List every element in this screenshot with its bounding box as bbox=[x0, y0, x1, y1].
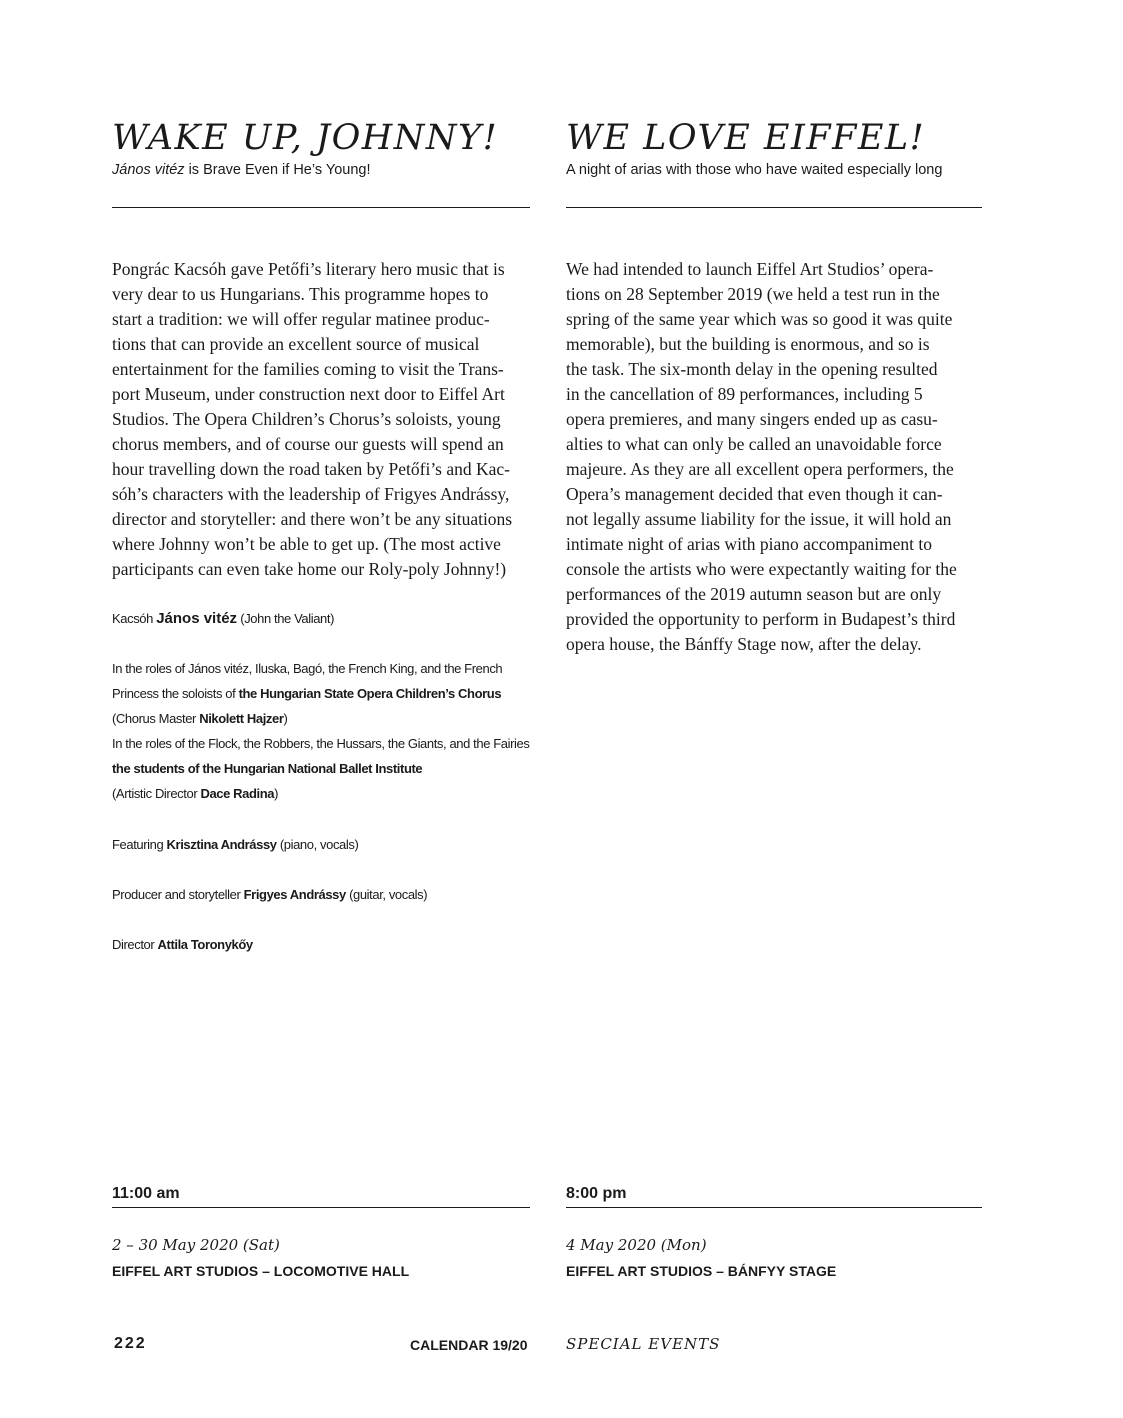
event-date: 2 – 30 May 2020 (Sat) bbox=[112, 1236, 280, 1254]
ensemble-name: the students of the Hungarian National Ballet Institute bbox=[112, 761, 423, 776]
description-line: very dear to us Hungarians. This programme hopes to bbox=[112, 284, 489, 304]
cast-line bbox=[112, 756, 530, 781]
subtitle-italic: János vitéz bbox=[112, 162, 185, 178]
running-title: CALENDAR 19/20 bbox=[410, 1337, 528, 1353]
event-subtitle bbox=[112, 160, 370, 180]
description-line: sóh’s characters with the leadership of Frigyes Andrássy, bbox=[112, 484, 510, 504]
ensemble-name: the Hungarian State Opera Children’s Chorus bbox=[238, 686, 502, 701]
divider bbox=[566, 1207, 982, 1208]
description-line: entertainment for the families coming to visit the Trans- bbox=[112, 359, 504, 379]
description-line: memorable), but the building is enormous, and so is bbox=[566, 334, 930, 354]
description-line: Opera’s management decided that even though it can- bbox=[566, 484, 943, 504]
composer: Kacsóh bbox=[112, 611, 157, 626]
event-subtitle: A night of arias with those who have waited especially long bbox=[566, 162, 943, 178]
event-description bbox=[566, 257, 982, 657]
event-time: 11:00 am bbox=[112, 1185, 180, 1202]
description-line: performances of the 2019 autumn season but are only bbox=[566, 584, 942, 604]
event-title: WE LOVE EIFFEL! bbox=[566, 118, 926, 158]
description-line: in the cancellation of 89 performances, including 5 bbox=[566, 384, 923, 404]
description-line: start a tradition: we will offer regular matinee produc- bbox=[112, 309, 490, 329]
description-line: opera house, the Bánffy Stage now, after the delay. bbox=[566, 634, 922, 654]
description-line: opera premieres, and many singers ended up as casu- bbox=[566, 409, 938, 429]
section-name: SPECIAL EVENTS bbox=[566, 1335, 721, 1353]
featuring-name: Krisztina Andrássy bbox=[166, 837, 277, 852]
event-description bbox=[112, 257, 530, 582]
page-number: 222 bbox=[114, 1335, 147, 1352]
producer-credit: Producer and storyteller Frigyes Andrássy (guitar, vocals) bbox=[112, 887, 428, 902]
director-name: Attila Toronykőy bbox=[157, 937, 253, 952]
chorus-master-name: Nikolett Hajzer bbox=[199, 711, 284, 726]
description-line: console the artists who were expectantly waiting for the bbox=[566, 559, 957, 579]
description-line: director and storyteller: and there won’t be any situations bbox=[112, 509, 513, 529]
description-line: not legally assume liability for the issue, it will hold an bbox=[566, 509, 952, 529]
description-line: the task. The six-month delay in the opening resulted bbox=[566, 359, 938, 379]
artistic-director-name: Dace Radina bbox=[200, 786, 275, 801]
subtitle-rest: is Brave Even if He’s Young! bbox=[184, 162, 371, 178]
cast-line: (Chorus Master Nikolett Hajzer) bbox=[112, 711, 288, 726]
cast-line: In the roles of the Flock, the Robbers, the Hussars, the Giants, and the Fairies bbox=[112, 736, 530, 751]
description-line: spring of the same year which was so good it was quite bbox=[566, 309, 953, 329]
featuring-credit: Featuring Krisztina Andrássy (piano, vocals) bbox=[112, 837, 359, 852]
description-line: Studios. The Opera Children’s Chorus’s soloists, young bbox=[112, 409, 501, 429]
director-credit: Director Attila Toronykőy bbox=[112, 937, 253, 952]
work-credit bbox=[112, 606, 530, 631]
description-line: intimate night of arias with piano accompaniment to bbox=[566, 534, 932, 554]
cast-credits bbox=[112, 656, 530, 806]
description-line: port Museum, under construction next door to Eiffel Art bbox=[112, 384, 505, 404]
description-line: We had intended to launch Eiffel Art Studios’ opera- bbox=[566, 259, 934, 279]
description-line: chorus members, and of course our guests will spend an bbox=[112, 434, 504, 454]
work-title: János vitéz bbox=[156, 610, 238, 627]
event-venue: EIFFEL ART STUDIOS – LOCOMOTIVE HALL bbox=[112, 1263, 410, 1279]
event-title: WAKE UP, JOHNNY! bbox=[112, 118, 499, 158]
event-time: 8:00 pm bbox=[566, 1185, 627, 1202]
description-line: tions on 28 September 2019 (we held a test run in the bbox=[566, 284, 940, 304]
description-line: Pongrác Kacsóh gave Petőfi’s literary hero music that is bbox=[112, 259, 505, 279]
description-line: provided the opportunity to perform in Budapest’s third bbox=[566, 609, 956, 629]
description-line: tions that can provide an excellent source of musical bbox=[112, 334, 480, 354]
cast-line: (Artistic Director Dace Radina) bbox=[112, 786, 279, 801]
divider bbox=[112, 207, 530, 208]
producer-name: Frigyes Andrássy bbox=[243, 887, 346, 902]
cast-line: In the roles of János vitéz, Iluska, Bagó, the French King, and the French bbox=[112, 661, 503, 676]
work-english-title: (John the Valiant) bbox=[237, 611, 335, 626]
description-line: where Johnny won’t be able to get up. (The most active bbox=[112, 534, 501, 554]
description-line: majeure. As they are all excellent opera performers, the bbox=[566, 459, 954, 479]
description-line: participants can even take home our Roly-poly Johnny!) bbox=[112, 559, 507, 579]
divider bbox=[112, 1207, 530, 1208]
description-line: alties to what can only be called an unavoidable force bbox=[566, 434, 942, 454]
event-date: 4 May 2020 (Mon) bbox=[566, 1236, 707, 1254]
cast-line: Princess the soloists of the Hungarian State Opera Children’s Chorus bbox=[112, 686, 502, 701]
event-venue: EIFFEL ART STUDIOS – BÁNFYY STAGE bbox=[566, 1263, 837, 1279]
description-line: hour travelling down the road taken by Petőfi’s and Kac- bbox=[112, 459, 511, 479]
divider bbox=[566, 207, 982, 208]
